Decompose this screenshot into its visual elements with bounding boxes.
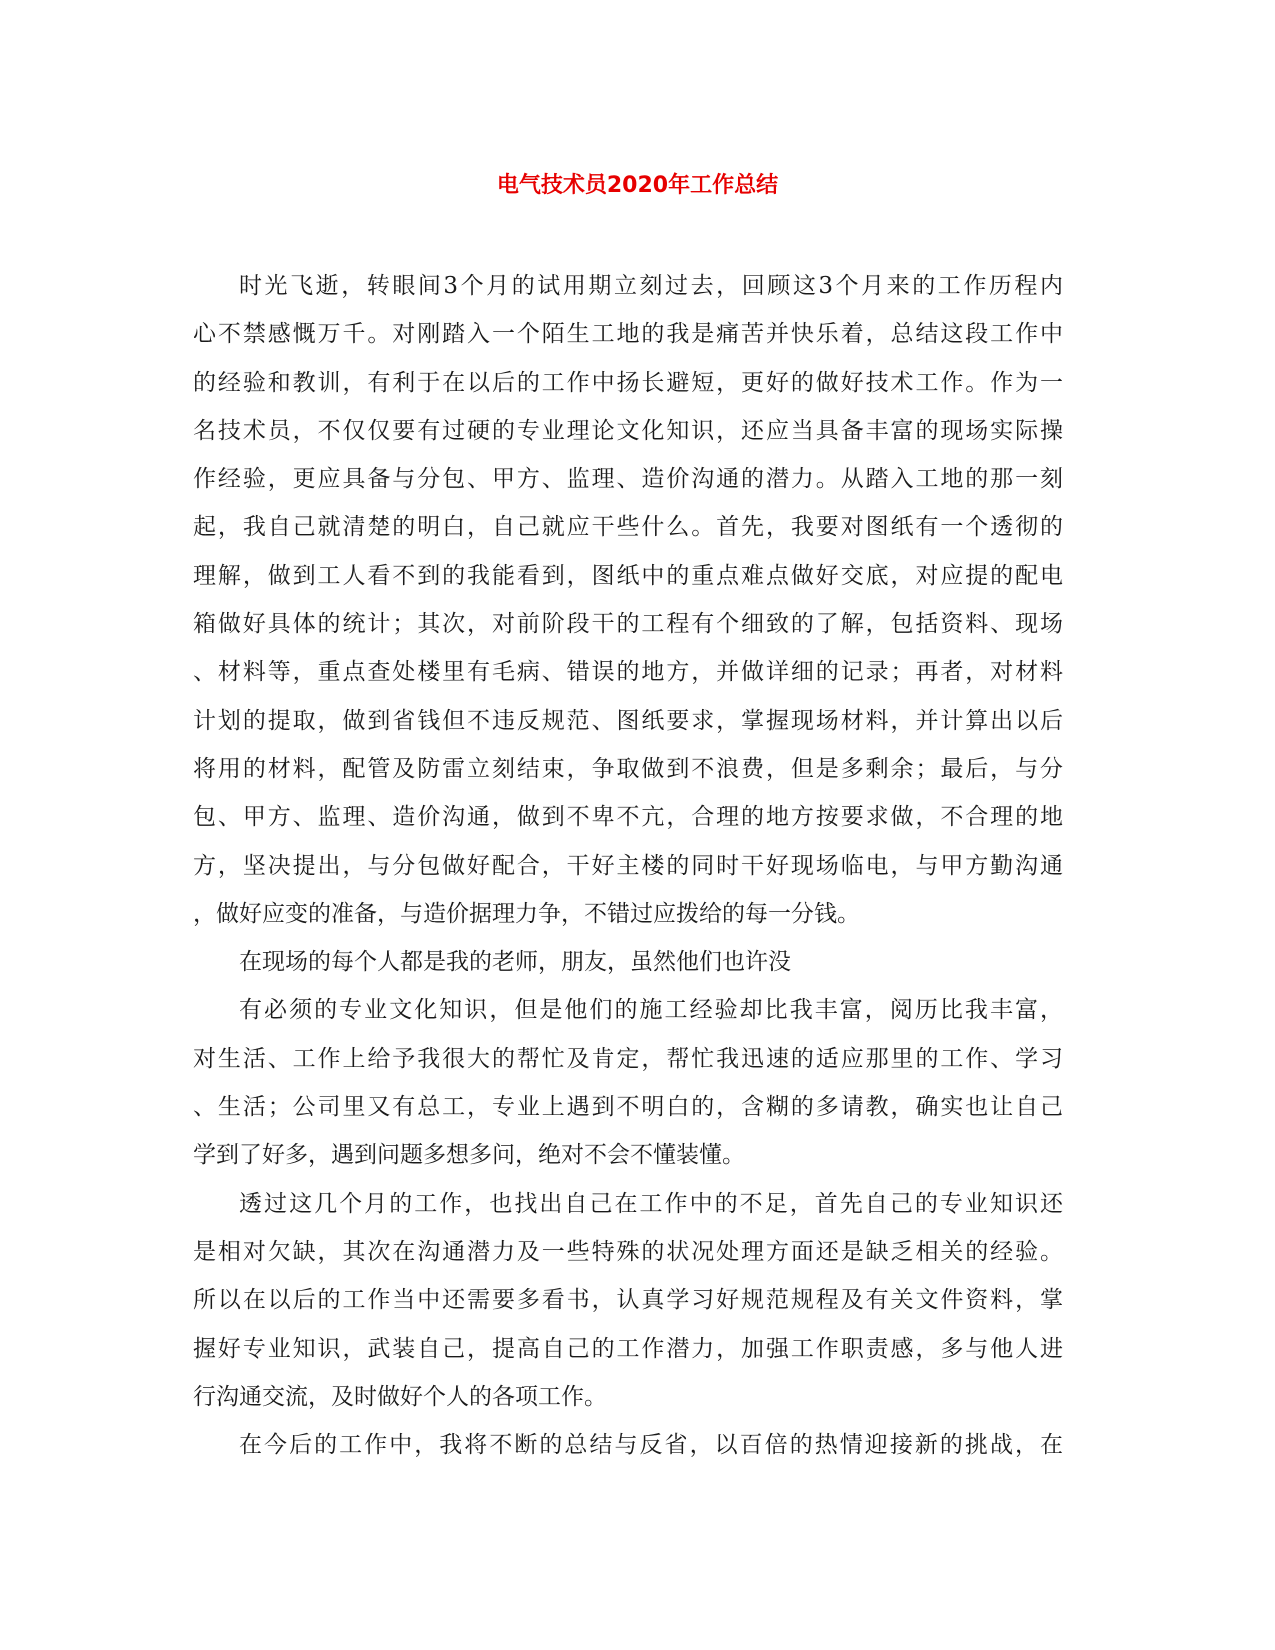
text-line: 起，我自己就清楚的明白，自己就应干些什么。首先，我要对图纸有一个透彻的 [193,514,1063,541]
text-line: 、生活；公司里又有总工，专业上遇到不明白的，含糊的多请教，确实也让自己 [193,1094,1063,1121]
document-body [193,262,1063,1469]
text-line: ，做好应变的准备，与造价据理力争，不错过应拨给的每一分钱。 [193,900,860,927]
text-line: 将用的材料，配管及防雷立刻结束，争取做到不浪费，但是多剩余；最后，与分 [193,755,1063,782]
text-line: 所以在以后的工作当中还需要多看书，认真学习好规范规程及有关文件资料，掌 [193,1287,1063,1314]
text-line: 的经验和教训，有利于在以后的工作中扬长避短，更好的做好技术工作。作为一 [193,369,1063,396]
text-line: 握好专业知识，武装自己，提高自己的工作潜力，加强工作职责感，多与他人进 [193,1335,1063,1362]
document-title: 电气技术员2020年工作总结 [496,173,779,198]
text-line: 学到了好多，遇到问题多想多问，绝对不会不懂装懂。 [193,1142,745,1169]
text-line: 对生活、工作上给予我很大的帮忙及肯定，帮忙我迅速的适应那里的工作、学习 [193,1045,1063,1072]
text-line: 作经验，更应具备与分包、甲方、监理、造价沟通的潜力。从踏入工地的那一刻 [193,466,1063,493]
text-line: 时光飞逝，转眼间3个月的试用期立刻过去，回顾这3个月来的工作历程内 [239,273,1063,299]
text-line: 有必须的专业文化知识，但是他们的施工经验却比我丰富，阅历比我丰富， [239,997,1063,1024]
text-line: 包、甲方、监理、造价沟通，做到不卑不亢，合理的地方按要求做，不合理的地 [193,804,1063,831]
text-line: 在现场的每个人都是我的老师，朋友，虽然他们也许没 [239,949,791,976]
text-line: 透过这几个月的工作，也找出自己在工作中的不足，首先自己的专业知识还 [239,1190,1063,1217]
text-line: 名技术员，不仅仅要有过硬的专业理论文化知识，还应当具备丰富的现场实际操 [193,417,1063,444]
text-line: 理解，做到工人看不到的我能看到，图纸中的重点难点做好交底，对应提的配电 [193,562,1063,589]
text-line: 计划的提取，做到省钱但不违反规范、图纸要求，掌握现场材料，并计算出以后 [193,707,1063,734]
text-line: 箱做好具体的统计；其次，对前阶段干的工程有个细致的了解，包括资料、现场 [193,611,1063,638]
text-line: 在今后的工作中，我将不断的总结与反省，以百倍的热情迎接新的挑战，在 [239,1432,1063,1459]
text-line: 是相对欠缺，其次在沟通潜力及一些特殊的状况处理方面还是缺乏相关的经验。 [193,1238,1063,1265]
text-line: 心不禁感慨万千。对刚踏入一个陌生工地的我是痛苦并快乐着，总结这段工作中 [193,321,1063,348]
text-line: 行沟通交流，及时做好个人的各项工作。 [193,1383,607,1410]
text-line: 、材料等，重点查处楼里有毛病、错误的地方，并做详细的记录；再者，对材料 [193,659,1063,686]
text-line: 方，坚决提出，与分包做好配合，干好主楼的同时干好现场临电，与甲方勤沟通 [193,852,1063,879]
